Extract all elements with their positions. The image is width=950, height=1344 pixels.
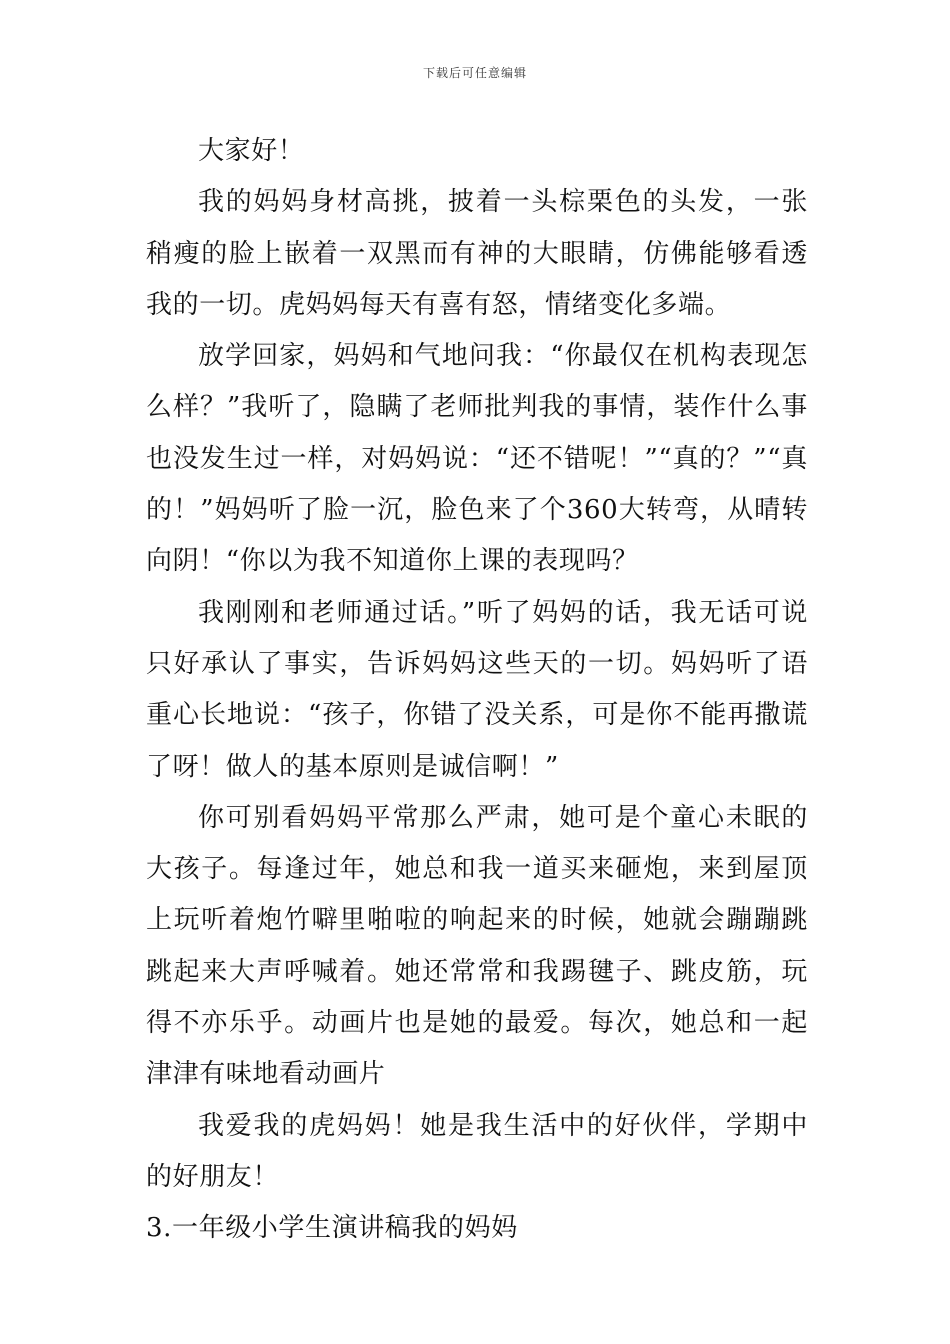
paragraph-childlike-heart: 你可别看妈妈平常那么严肃，她可是个童心未眠的大孩子。每逢过年，她总和我一道买来砸炮，来到屋顶上玩听着炮竹噼里啪啦的响起来的时候，她就会蹦蹦跳跳起来大声呼喊着。她还常常和我踢毽子、跳皮筋，玩得不亦乐乎。动画片也是她的最爱。每次，她总和一起津津有味地看动画片 [146, 802, 808, 1090]
paragraph-conclusion: 我爱我的虎妈妈！她是我生活中的好伙伴，学期中的好朋友！ [146, 1110, 808, 1192]
paragraph-honesty: 我刚刚和老师通过话。”听了妈妈的话，我无话可说只好承认了事实，告诉妈妈这些天的一切。妈妈听了语重心长地说：“孩子，你错了没关系，可是你不能再撒谎了呀！做人的基本原则是诚信啊！” [146, 597, 808, 782]
paragraph-appearance: 我的妈妈身材高挑，披着一头棕栗色的头发，一张稍瘦的脸上嵌着一双黑而有神的大眼睛，仿佛能够看透我的一切。虎妈妈每天有喜有怒，情绪变化多端。 [146, 187, 808, 320]
section-heading: 3.一年级小学生演讲稿我的妈妈 [146, 1213, 518, 1244]
paragraph-greeting: 大家好！ [198, 136, 305, 166]
document-body [146, 126, 808, 1255]
page-header-note: 下载后可任意编辑 [422, 66, 527, 80]
paragraph-after-school: 放学回家，妈妈和气地问我：“你最仅在机构表现怎么样？”我听了，隐瞒了老师批判我的事情，装作什么事也没发生过一样，对妈妈说：“还不错呢！”“真的？”“真的！”妈妈听了脸一沉，脸色来了个360大转弯，从晴转向阴！“你以为我不知道你上课的表现吗？ [146, 341, 808, 577]
